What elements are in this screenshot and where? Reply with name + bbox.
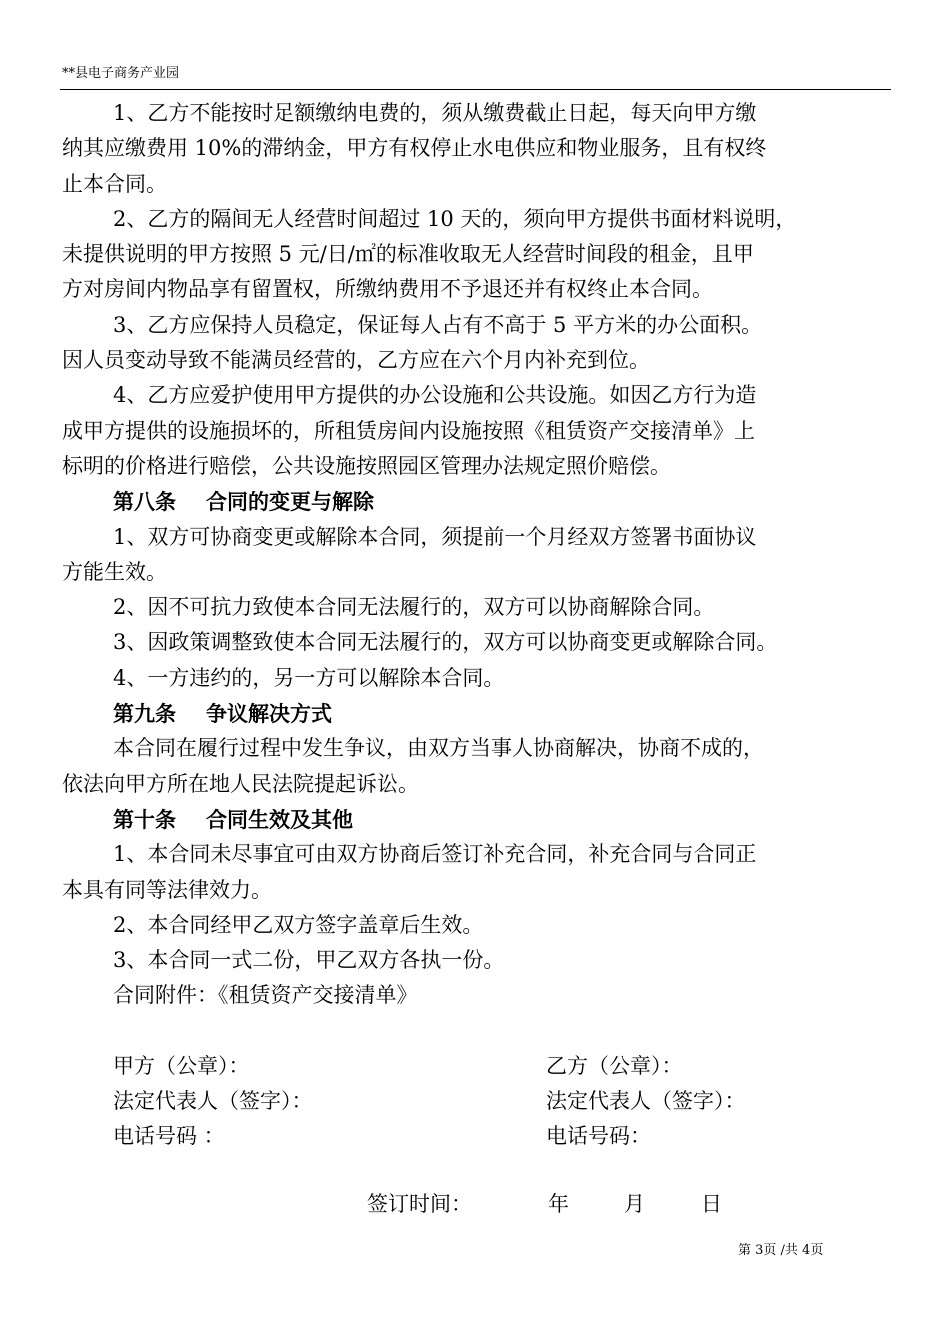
paragraph-2-line-3: 方对房间内物品享有留置权，所缴纳费用不予退还并有权终止本合同。	[62, 277, 713, 302]
section-10-heading	[62, 802, 891, 837]
section-8-item-1-line-2: 方能生效。	[62, 559, 167, 584]
paragraph-1-line-2: 纳其应缴费用 10%的滞纳金，甲方有权停止水电供应和物业服务，且有权终	[62, 136, 767, 161]
signature-row-seal	[62, 1049, 891, 1084]
party-a-phone-label: 电话号码 ：	[113, 1124, 225, 1149]
page-header-title: **县电子商务产业园	[62, 66, 180, 81]
section-8-heading	[62, 484, 891, 519]
section-10-item-3: 3、本合同一式二份，甲乙双方各执一份。	[113, 948, 505, 973]
section-8-title: 合同的变更与解除	[206, 489, 374, 515]
paragraph-1-line-3: 止本合同。	[62, 171, 167, 196]
paragraph-2-line-2: 未提供说明的甲方按照 5 元/日/㎡的标准收取无人经营时间段的租金，且甲	[62, 242, 754, 267]
section-9-heading	[62, 696, 891, 731]
signing-date-label: 签订时间：	[367, 1192, 472, 1217]
paragraph-4-line-1: 4、乙方应爱护使用甲方提供的办公设施和公共设施。如因乙方行为造	[113, 383, 757, 408]
document-body	[62, 96, 891, 1222]
section-10-item-1-line-1: 1、本合同未尽事宜可由双方协商后签订补充合同，补充合同与合同正	[113, 842, 757, 867]
signing-date-day: 日	[701, 1192, 722, 1217]
signing-date-row	[62, 1187, 891, 1222]
signing-date-year: 年	[548, 1192, 569, 1217]
spacer	[62, 1014, 891, 1049]
paragraph-1-line-1: 1、乙方不能按时足额缴纳电费的，须从缴费截止日起，每天向甲方缴	[113, 101, 757, 125]
signature-row-phone	[62, 1119, 891, 1154]
section-10-item-2: 2、本合同经甲乙双方签字盖章后生效。	[113, 912, 484, 937]
section-10-item-1-line-2: 本具有同等法律效力。	[62, 877, 272, 902]
paragraph-2-line-1: 2、乙方的隔间无人经营时间超过 10 天的，须向甲方提供书面材料说明，	[113, 206, 797, 231]
section-10-number: 第十条	[113, 806, 176, 832]
paragraph-3-line-1: 3、乙方应保持人员稳定，保证每人占有不高于 5 平方米的办公面积。	[113, 312, 763, 337]
signature-row-representative	[62, 1084, 891, 1119]
header-divider	[60, 89, 891, 90]
party-a-seal-label: 甲方（公章）：	[113, 1054, 250, 1079]
party-b-representative-label: 法定代表人（签字）：	[546, 1089, 746, 1114]
paragraph-4-line-2: 成甲方提供的设施损坏的，所租赁房间内设施按照《租赁资产交接清单》上	[62, 418, 755, 443]
section-10-attachment: 合同附件：《租赁资产交接清单》	[113, 983, 418, 1008]
section-9-number: 第九条	[113, 701, 176, 727]
section-9-title: 争议解决方式	[206, 701, 332, 727]
section-8-item-1-line-1: 1、双方可协商变更或解除本合同，须提前一个月经双方签署书面协议	[113, 524, 757, 549]
paragraph-4-line-3: 标明的价格进行赔偿，公共设施按照园区管理办法规定照价赔偿。	[62, 453, 671, 478]
section-8-item-2: 2、因不可抗力致使本合同无法履行的，双方可以协商解除合同。	[113, 595, 715, 620]
section-8-item-3: 3、因政策调整致使本合同无法履行的，双方可以协商变更或解除合同。	[113, 630, 778, 655]
section-9-item-1-line-1: 本合同在履行过程中发生争议，由双方当事人协商解决，协商不成的，	[113, 736, 764, 761]
party-b-phone-label: 电话号码：	[546, 1124, 651, 1149]
page-number-footer: 第 3页 /共 4页	[738, 1243, 824, 1258]
party-b-seal-label: 乙方（公章）：	[546, 1054, 683, 1079]
signing-date-month: 月	[624, 1192, 645, 1217]
section-8-number: 第八条	[113, 489, 176, 515]
party-a-representative-label: 法定代表人（签字）：	[113, 1089, 313, 1114]
paragraph-3-line-2: 因人员变动导致不能满员经营的，乙方应在六个月内补充到位。	[62, 348, 650, 373]
section-8-item-4: 4、一方违约的，另一方可以解除本合同。	[113, 665, 505, 690]
section-9-item-1-line-2: 依法向甲方所在地人民法院提起诉讼。	[62, 771, 419, 796]
section-10-title: 合同生效及其他	[206, 806, 353, 832]
